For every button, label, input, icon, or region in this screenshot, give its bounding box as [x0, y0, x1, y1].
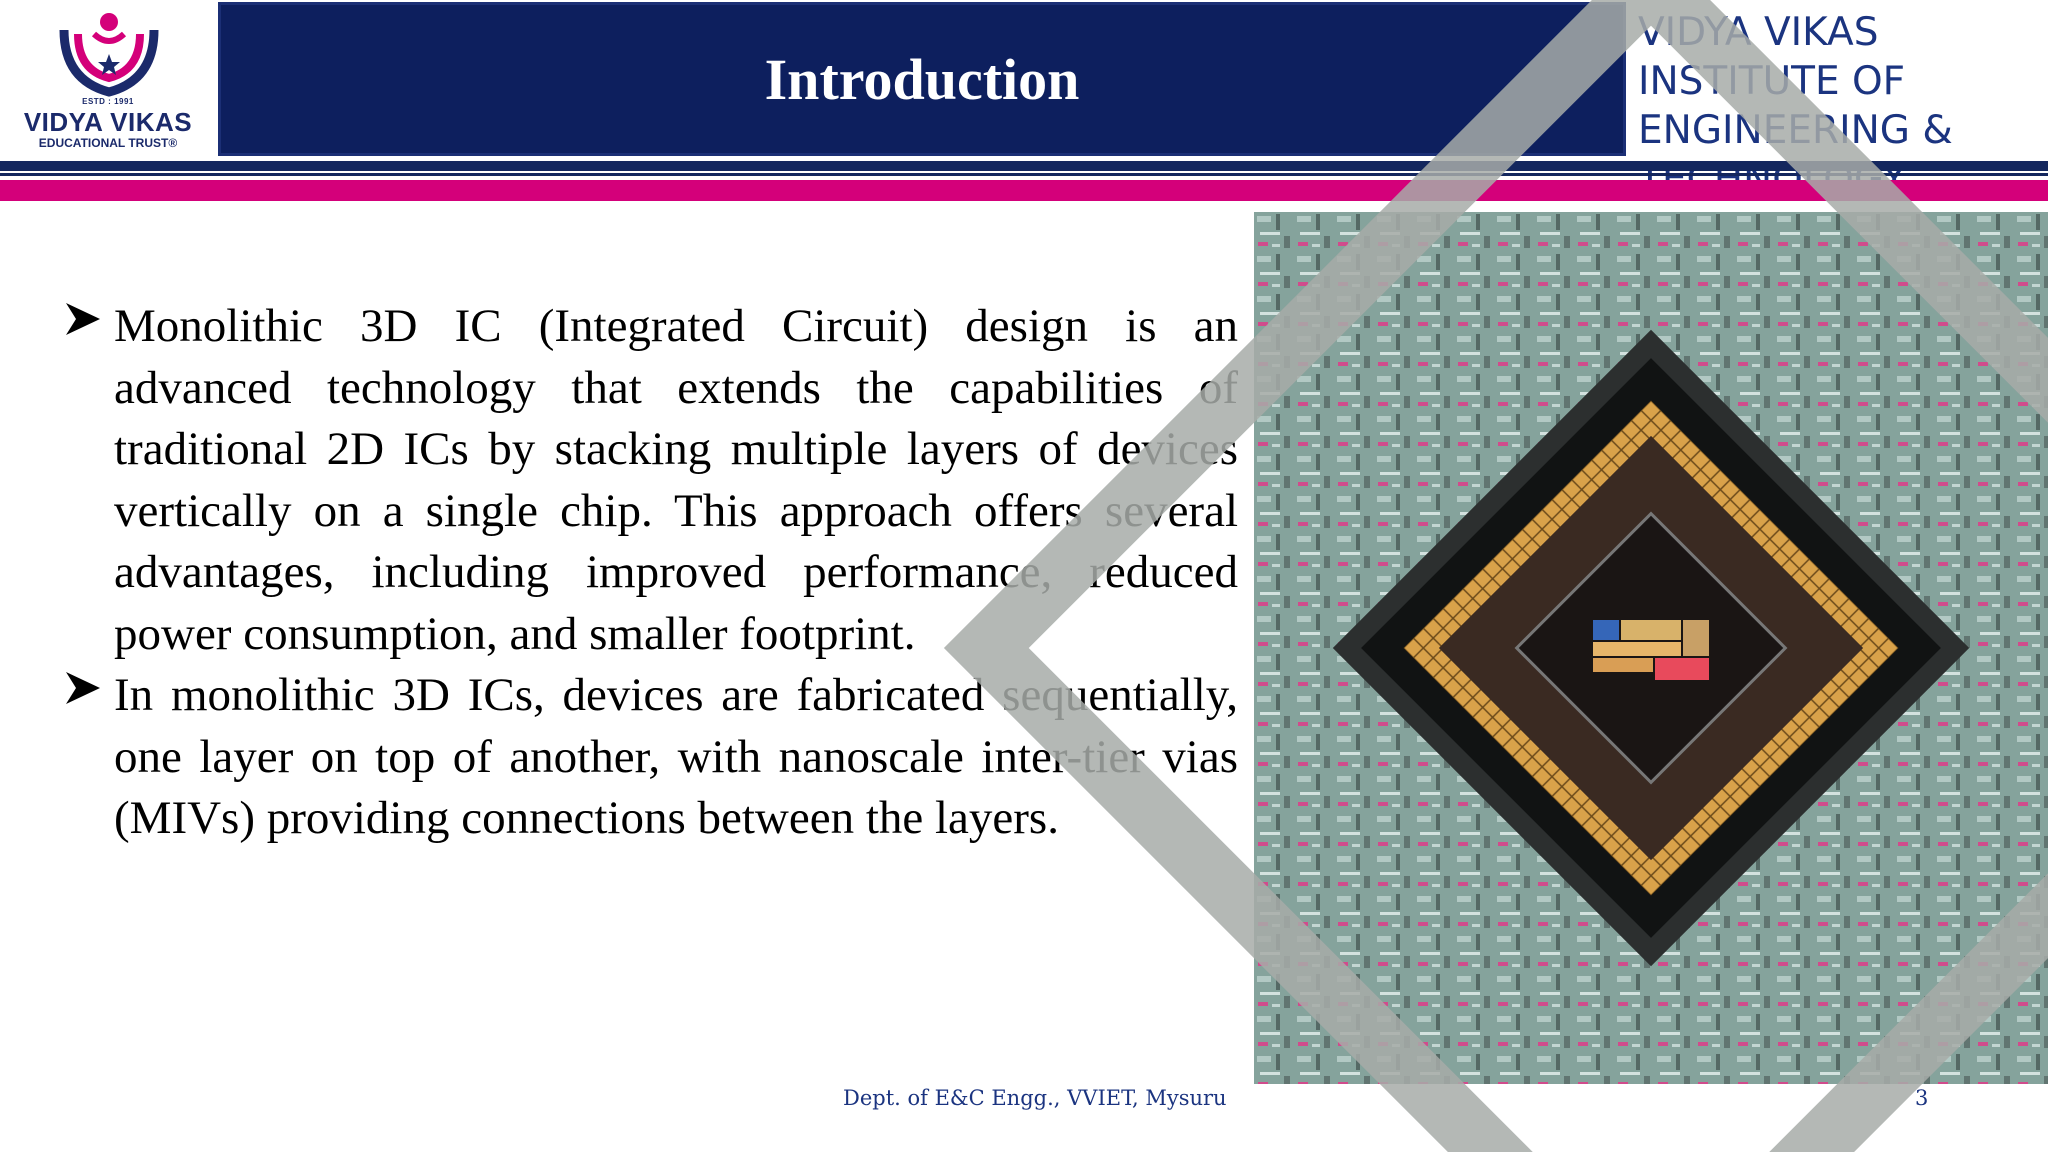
header-rule [0, 161, 2048, 171]
logo [0, 0, 216, 160]
logo-name: VIDYA VIKAS [23, 107, 193, 137]
institute-line: INSTITUTE OF [1638, 59, 1906, 104]
header-rule-pink [0, 180, 2048, 201]
institute-line: ENGINEERING & [1638, 108, 1953, 153]
bullet-text: Monolithic 3D IC (Integrated Circuit) design is an advanced technology that extends the capabilities of traditional 2D ICs by stacking multiple layers of devices vertically on a single chip. This approach offers several advantages, including improved performance, reduced power consumption, and smaller footprint. [114, 300, 1238, 660]
institute-line: VIDYA VIKAS [1638, 10, 1879, 55]
emblem-icon [50, 8, 168, 104]
logo-trust: EDUCATIONAL TRUST® [38, 136, 178, 150]
header-rule-thin [0, 173, 2048, 176]
logo-estd: ESTD : 1991 [82, 97, 134, 106]
page-number: 3 [1915, 1086, 1929, 1110]
bullet-arrow-icon [64, 300, 102, 338]
title-bar [216, 0, 1628, 158]
page-title: Introduction [764, 46, 1080, 112]
bullet-text: In monolithic 3D ICs, devices are fabricated sequentially, one layer on top of another, with nanoscale inter-tier vias (MIVs) providing connections between the layers. [114, 669, 1238, 844]
chip-image [1254, 212, 2048, 1084]
footer-dept: Dept. of E&C Engg., VVIET, Mysuru [843, 1086, 1227, 1110]
bullet-arrow-icon [64, 669, 102, 707]
